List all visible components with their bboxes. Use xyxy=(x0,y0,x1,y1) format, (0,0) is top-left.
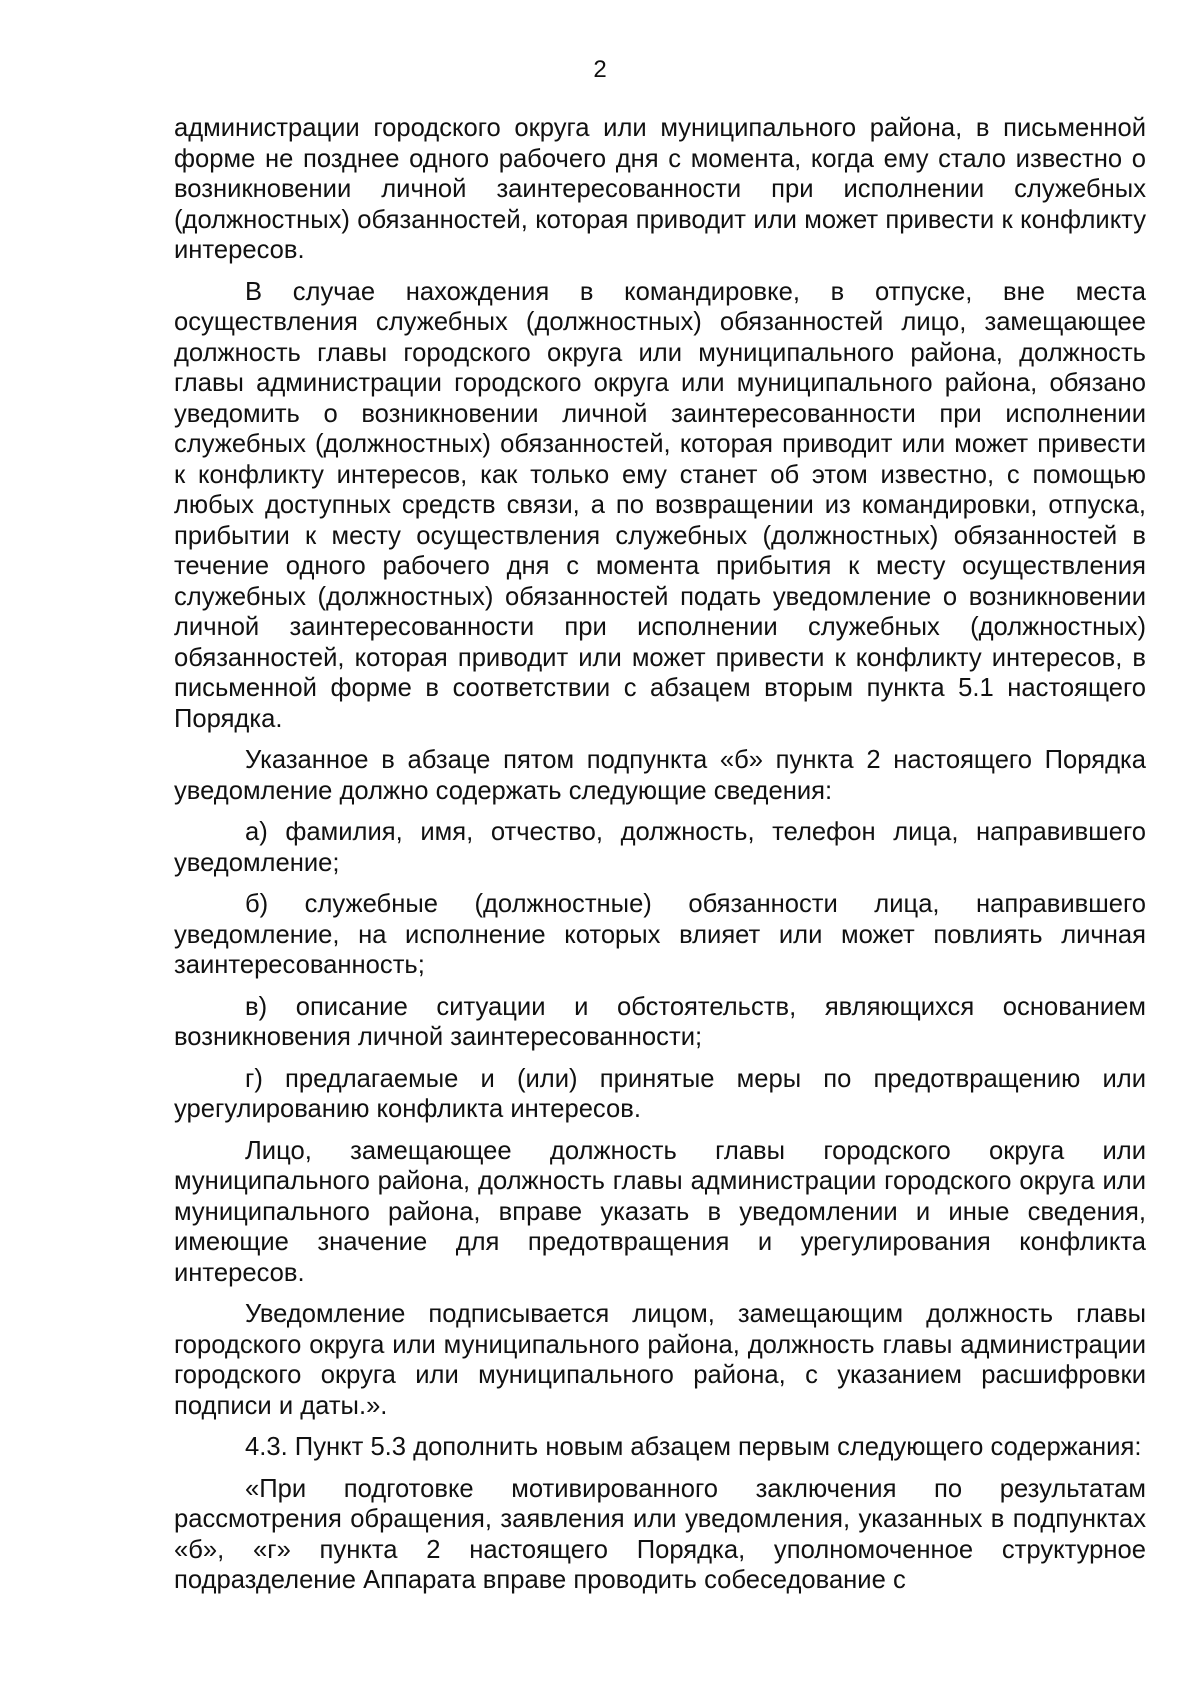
paragraph: в) описание ситуации и обстоятельств, являющихся основанием возникновения личной заинтересованности; xyxy=(174,992,1146,1051)
paragraph: г) предлагаемые и (или) принятые меры по предотвращению или урегулированию конфликта интересов. xyxy=(174,1064,1146,1123)
paragraph: Уведомление подписывается лицом, замещающим должность главы городского округа или муниципального района, должность главы администрации городского округа или муниципального района, с указанием расшифровки подписи и даты.». xyxy=(174,1300,1146,1420)
paragraph: а) фамилия, имя, отчество, должность, телефон лица, направившего уведомление; xyxy=(174,818,1146,877)
document-body xyxy=(174,113,1146,1607)
paragraph: «При подготовке мотивированного заключения по результатам рассмотрения обращения, заявления или уведомления, указанных в подпунктах «б», «г» пункта 2 настоящего Порядка, уполномоченное структурное подразделение Аппарата вправе проводить собеседование с xyxy=(174,1474,1146,1594)
paragraph: б) служебные (должностные) обязанности лица, направившего уведомление, на исполнение которых влияет или может повлиять личная заинтересованность; xyxy=(174,890,1146,979)
paragraph: Указанное в абзаце пятом подпункта «б» пункта 2 настоящего Порядка уведомление должно содержать следующие сведения: xyxy=(174,746,1146,805)
paragraph: В случае нахождения в командировке, в отпуске, вне места осуществления служебных (должностных) обязанностей лицо, замещающее должность главы городского округа или муниципального района, должность главы администрации городского округа или муниципального района, обязано уведомить о возникновении личной заинтересованности при исполнении служебных (должностных) обязанностей, которая приводит или может привести к конфликту интересов, как только ему станет об этом известно, с помощью любых доступных средств связи, а по возвращении из командировки, отпуска, прибытии к месту осуществления служебных (должностных) обязанностей в течение одного рабочего дня с момента прибытия к месту осуществления служебных (должностных) обязанностей подать уведомление о возникновении личной заинтересованности при исполнении служебных (должностных) обязанностей, которая приводит или может привести к конфликту интересов, в письменной форме в соответствии с абзацем вторым пункта 5.1 настоящего Порядка. xyxy=(174,277,1146,733)
paragraph: Лицо, замещающее должность главы городского округа или муниципального района, должность главы администрации городского округа или муниципального района, вправе указать в уведомлении и иные сведения, имеющие значение для предотвращения и урегулирования конфликта интересов. xyxy=(174,1136,1146,1287)
paragraph: 4.3. Пункт 5.3 дополнить новым абзацем первым следующего содержания: xyxy=(245,1433,1142,1461)
page-number: 2 xyxy=(593,56,607,83)
paragraph: администрации городского округа или муниципального района, в письменной форме не позднее одного рабочего дня с момента, когда ему стало известно о возникновении личной заинтересованности при исполнении служебных (должностных) обязанностей, которая приводит или может привести к конфликту интересов. xyxy=(174,114,1146,264)
